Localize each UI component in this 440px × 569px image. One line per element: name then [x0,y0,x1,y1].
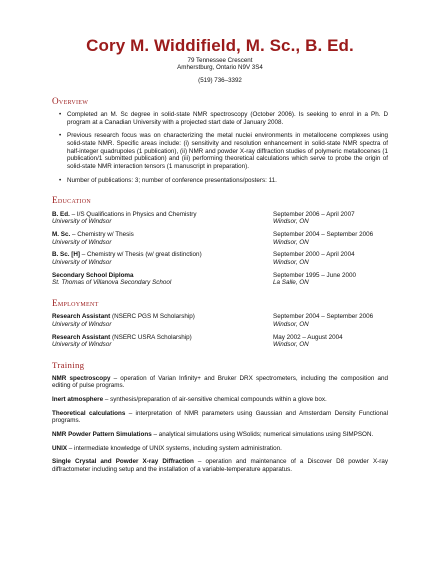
location: La Salle, ON [273,279,309,287]
job-description: (NSERC PGS M Scholarship) [110,313,195,321]
education-row [52,251,388,266]
training-item [52,375,388,390]
school-name: St. Thomas of Villanova Secondary School [52,279,172,287]
date-range: September 2004 – September 2006 [273,230,374,238]
job-title: Research Assistant [52,333,111,341]
location: Windsor, ON [273,320,309,328]
training-term: NMR spectroscopy [52,374,111,382]
job-description: (NSERC USRA Scholarship) [110,333,192,341]
candidate-name: Cory M. Widdifield, M. Sc., B. Ed. [86,36,354,55]
school-name: University of Windsor [52,238,112,246]
training-term: Inert atmosphere [52,395,104,403]
training-heading: Training [52,359,85,370]
training-term: Theoretical calculations [52,409,126,417]
address-line-2: Amherstburg, Ontario N9V 3S4 [177,64,263,72]
employer-name: University of Windsor [52,341,112,349]
employer-name: University of Windsor [52,320,112,328]
training-item [52,445,388,453]
address-line-1: 79 Tennessee Crescent [187,56,253,64]
overview-list [52,111,388,184]
job-title: Research Assistant [52,313,111,321]
employment-heading: Employment [52,297,99,308]
training-item [52,410,388,425]
phone-number: (519) 736–3392 [198,77,242,85]
education-row [52,231,388,246]
location: Windsor, ON [273,258,309,266]
training-text: – interpretation of NMR parameters using Gaussian and Amsterdam Density Functional programs. [52,409,388,425]
degree-description: – Chemistry w/ Thesis (w/ great distinction) [80,251,202,259]
employment-row [52,313,388,328]
education-heading: Education [52,195,91,206]
training-term: Single Crystal and Powder X-ray Diffraction [52,458,194,466]
degree-name: M. Sc. [52,230,71,238]
overview-item: • Number of publications: 3; number of conference presentations/posters: 11. [52,177,388,185]
location: Windsor, ON [273,341,309,349]
location: Windsor, ON [273,238,309,246]
education-list [52,211,388,287]
training-text: – intermediate knowledge of UNIX systems, including system administration. [67,444,282,452]
overview-heading: Overview [52,95,89,106]
degree-name: Secondary School Diploma [52,271,134,279]
training-text: – operation and maintenance of a Discover D8 powder X-ray diffractometer including setup and the installation of a variable-temperature apparatus. [52,458,388,473]
training-item [52,396,388,404]
degree-name: B. Sc. [H] [52,251,80,259]
date-range: May 2002 – August 2004 [273,333,343,341]
training-text: – analytical simulations using WSolids; numerical simulations using SIMPSON. [151,430,374,438]
employment-list [52,313,388,349]
date-range: September 2000 – April 2004 [273,251,355,259]
degree-description: – Chemistry w/ Thesis [70,230,134,238]
education-row [52,211,388,226]
overview-item: • Previous research focus was on characterizing the metal nuclei environments in metallocene complexes using solid-state NMR. Specific areas include: (i) sensitivity and resolution enhancement in solid-state NMR spectra of half-integer quadrupoles (1 publication), (ii) NMR and powder X-ray diffraction studies of polymeric metallocenes (1 publication/1 submitted publication) and (iii) performing theoretical calculations which serve to probe the origin of solid-state NMR interaction tensors (1 manuscript in preparation). [52,132,388,170]
training-item [52,458,388,473]
date-range: September 2006 – April 2007 [273,210,355,218]
training-text: – synthesis/preparation of air-sensitive chemical compounds within a glove box. [103,395,327,403]
training-list [52,375,388,474]
school-name: University of Windsor [52,258,112,266]
school-name: University of Windsor [52,218,112,226]
training-term: NMR Powder Pattern Simulations [52,430,152,438]
education-row [52,272,388,287]
training-item [52,431,388,439]
date-range: September 1995 – June 2000 [273,271,356,279]
date-range: September 2004 – September 2006 [273,313,374,321]
training-text: – operation of Varian Infinity+ and Bruker DRX spectrometers, including the composition and editing of pulse programs. [52,374,388,390]
overview-item: • Completed an M. Sc degree in solid-state NMR spectroscopy (October 2006). Is seeking to enrol in a Ph. D program at a Canadian University with a projected start date of January 2008. [52,111,388,126]
training-term: UNIX [52,444,68,452]
location: Windsor, ON [273,218,309,226]
degree-name: B. Ed. [52,210,70,218]
employment-row [52,334,388,349]
degree-description: – I/S Qualifications in Physics and Chemistry [69,210,197,218]
